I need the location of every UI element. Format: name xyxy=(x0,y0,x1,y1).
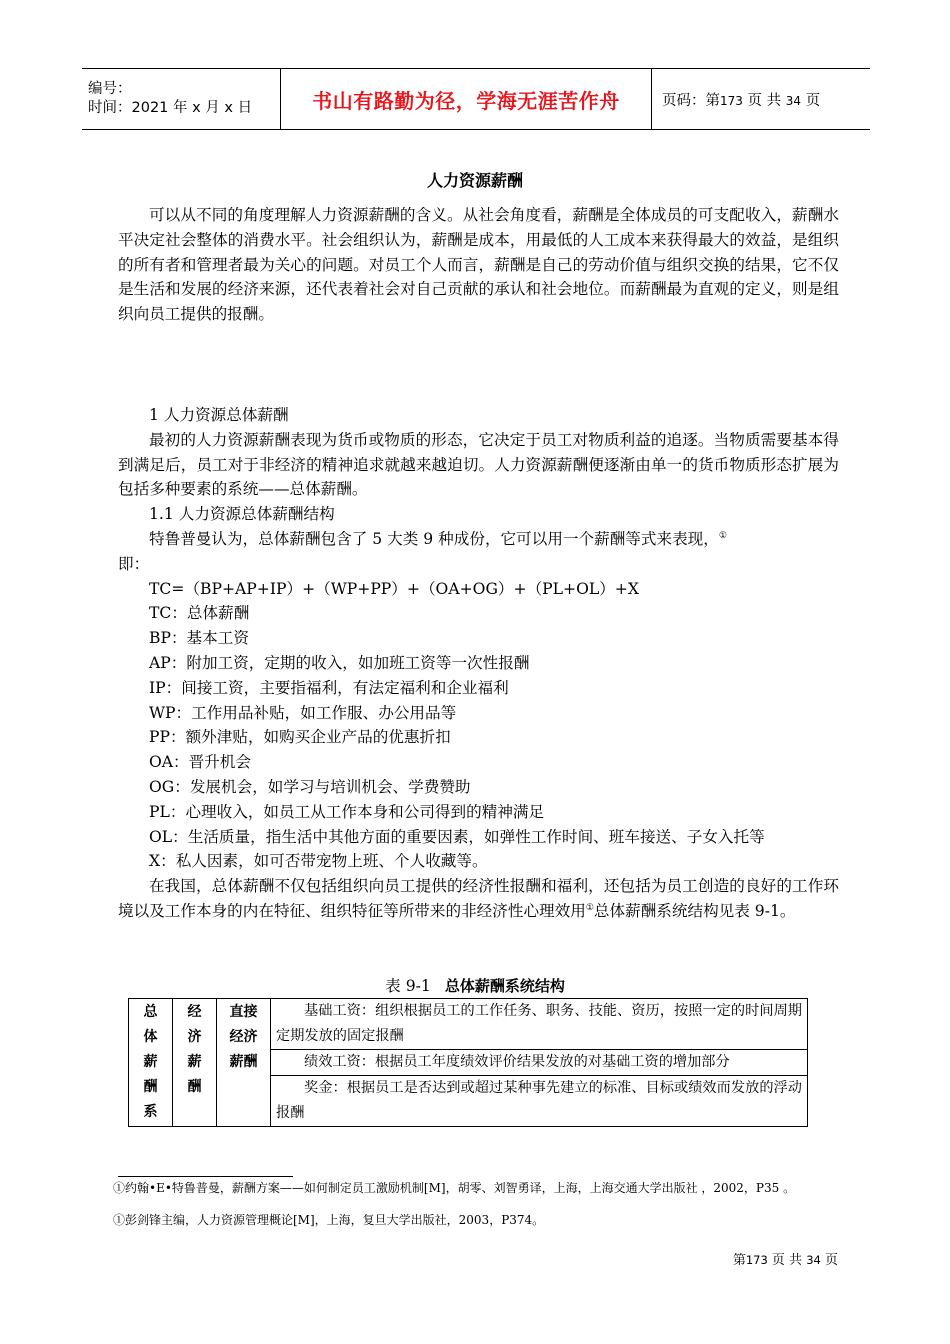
category-economic-compensation xyxy=(173,999,217,1127)
definition-item: AP：附加工资，定期的收入，如加班工资等一次性报酬 xyxy=(149,653,530,672)
table-caption xyxy=(0,974,950,996)
date-value: 2021 年 x 月 x 日 xyxy=(131,100,253,116)
definition-item: IP：间接工资，主要指福利，有法定福利和企业福利 xyxy=(149,678,509,697)
section-1-paragraph: 最初的人力资源薪酬表现为货币或物质的形态，它决定于员工对物质利益的追逐。当物质需要基本得到满足后，员工对于非经济的精神追求就越来越迫切。人力资源薪酬便逐渐由单一的货币物质形态扩展为包括多种要素的系统——总体薪酬。 xyxy=(118,430,839,499)
header-motto-cell xyxy=(280,69,652,129)
definition-item: OL：生活质量，指生活中其他方面的重要因素，如弹性工作时间、班车接送、子女入托等 xyxy=(149,827,765,846)
document-title: 人力资源薪酬 xyxy=(426,171,523,190)
category-char: 薪 xyxy=(143,1054,158,1070)
footnote-2: ①彭剑锋主编，人力资源管理概论[M]，上海，复旦大学出版社，2003，P374。 xyxy=(113,1213,545,1227)
footer-suffix: 页 xyxy=(824,1253,838,1268)
category-char: 薪酬 xyxy=(229,1054,258,1070)
category-char: 直接 xyxy=(229,1004,258,1020)
table-caption-title: 总体薪酬系统结构 xyxy=(444,977,565,995)
salary-structure-table xyxy=(128,998,808,1127)
section-1-1-tail: 即： xyxy=(118,554,150,573)
definition-item: TC：总体薪酬 xyxy=(149,604,250,623)
page-prefix: 页码：第 xyxy=(662,92,720,109)
main-section xyxy=(118,403,839,924)
intro-paragraph: 可以从不同的角度理解人力资源薪酬的含义。从社会角度看，薪酬是全体成员的可支配收入，薪酬水平决定社会整体的消费水平。社会组织认为，薪酬是成本，用最低的人工成本来获得最大的效益，是组织的所有者和管理者最为关心的问题。对员工个人而言，薪酬是自己的劳动价值与组织交换的结果，它不仅是生活和发展的经济来源，还代表着社会对自己贡献的承认和社会地位。而薪酬最为直观的定义，则是组织向员工提供的报酬。 xyxy=(118,206,839,324)
date-label: 时间： xyxy=(88,100,132,116)
definition-item: PP：额外津贴，如购买企业产品的优惠折扣 xyxy=(149,728,451,747)
definition-item: PL：心理收入，如员工从工作本身和公司得到的精神满足 xyxy=(149,802,545,821)
footer-current: 173 xyxy=(745,1253,768,1267)
table-row-bonus: 奖金：根据员工是否达到或超过某种事先建立的标准、目标或绩效而发放的浮动报酬 xyxy=(271,1076,808,1127)
footnote-ref: ① xyxy=(718,530,727,541)
category-total-compensation xyxy=(129,999,173,1127)
section-1-1-paragraph xyxy=(118,527,839,577)
definition-item: OA：晋升机会 xyxy=(149,753,252,772)
header-page-number xyxy=(652,69,870,129)
china-text: 在我国，总体薪酬不仅包括组织向员工提供的经济性报酬和福利，还包括为员工创造的良好的工作环境以及工作本身的内在特征、组织特征等所带来的非经济性心理效用 xyxy=(118,877,839,920)
category-char: 济 xyxy=(187,1029,202,1045)
footnote-ref: ① xyxy=(585,902,594,913)
page-mid: 页 共 xyxy=(747,92,782,109)
table-caption-number: 表 9-1 xyxy=(385,977,431,995)
page-footer xyxy=(733,1249,838,1268)
category-char: 酬 xyxy=(143,1079,158,1095)
footnote-divider xyxy=(118,1176,293,1177)
page-total: 34 xyxy=(785,93,802,108)
table-row-base-salary: 基础工资：组织根据员工的工作任务、职务、技能、资历，按照一定的时间周期定期发放的固定报酬 xyxy=(271,999,808,1050)
footnote-1: ①约翰•E•特鲁普曼，薪酬方案——如何制定员工激励机制[M]，胡零、刘智勇译，上海，上海交通大学出版社 ，2002，P35 。 xyxy=(113,1181,796,1195)
footer-total: 34 xyxy=(806,1253,821,1267)
category-char: 经济 xyxy=(229,1029,258,1045)
section-1-1-heading: 1.1 人力资源总体薪酬结构 xyxy=(149,505,335,524)
category-char: 薪 xyxy=(187,1054,202,1070)
definition-item: WP：工作用品补贴，如工作服、办公用品等 xyxy=(149,703,457,722)
category-char: 总 xyxy=(143,1004,158,1020)
header-motto: 书山有路勤为径，学海无涯苦作舟 xyxy=(312,88,620,113)
definition-list xyxy=(118,601,839,874)
page-header xyxy=(82,68,870,130)
page-suffix: 页 xyxy=(805,92,821,109)
definition-item: BP：基本工资 xyxy=(149,629,249,648)
section-1-heading: 1 人力资源总体薪酬 xyxy=(149,406,289,424)
page-current: 173 xyxy=(720,93,743,108)
footer-prefix: 第 xyxy=(732,1253,746,1268)
category-direct-economic-compensation xyxy=(217,999,271,1127)
category-char: 系 xyxy=(143,1104,158,1120)
intro-section xyxy=(118,203,839,327)
document-date xyxy=(88,99,280,118)
definition-item: OG：发展机会，如学习与培训机会、学费赞助 xyxy=(149,777,471,796)
category-char: 体 xyxy=(143,1029,158,1045)
table-row-performance-pay: 绩效工资：根据员工年度绩效评价结果发放的对基础工资的增加部分 xyxy=(271,1050,808,1076)
category-char: 酬 xyxy=(187,1079,202,1095)
china-paragraph xyxy=(118,874,839,924)
section-1-1-text: 特鲁普曼认为，总体薪酬包含了 5 大类 9 种成份，它可以用一个薪酬等式来表现， xyxy=(149,529,719,548)
china-tail: 总体薪酬系统结构见表 9-1。 xyxy=(593,901,796,920)
document-number-label: 编号： xyxy=(88,81,132,97)
footer-mid: 页 共 xyxy=(771,1253,803,1268)
category-char: 经 xyxy=(187,1004,202,1020)
header-meta xyxy=(82,69,280,129)
formula: TC=（BP+AP+IP）+（WP+PP）+（OA+OG）+（PL+OL）+X xyxy=(149,579,639,598)
definition-item: X：私人因素，如可否带宠物上班、个人收藏等。 xyxy=(149,852,488,871)
